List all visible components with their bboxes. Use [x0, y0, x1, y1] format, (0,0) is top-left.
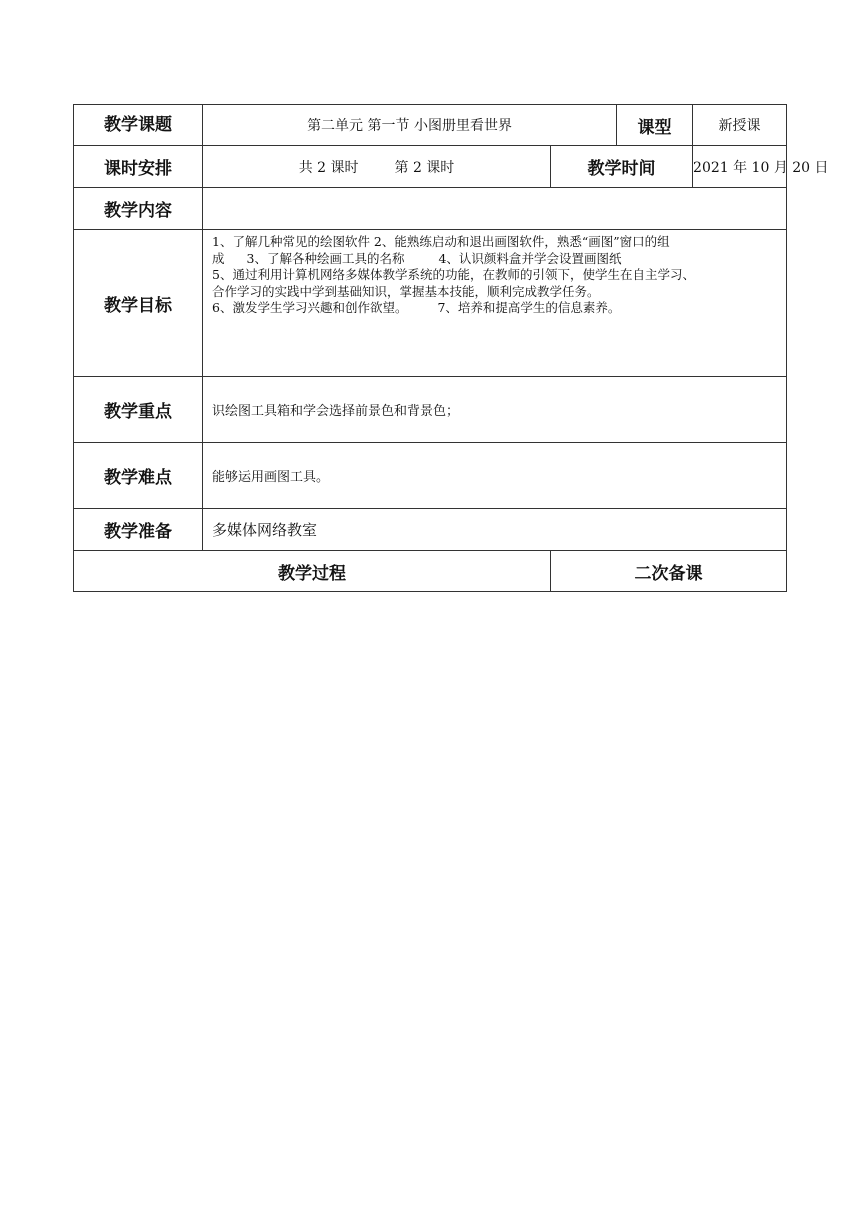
content-value [203, 188, 787, 230]
goal-line: 6、激发学生学习兴趣和创作欲望。 7、培养和提高学生的信息素养。 [212, 300, 621, 315]
schedule-label: 课时安排 [74, 146, 203, 188]
topic-label: 教学课题 [74, 105, 203, 146]
goals-label: 教学目标 [74, 230, 203, 377]
key-points-label: 教学重点 [74, 377, 203, 443]
process-label: 教学过程 [74, 551, 551, 592]
preparation-value: 多媒体网络教室 [203, 509, 787, 551]
row-difficulties [74, 443, 787, 509]
row-preparation [74, 509, 787, 551]
difficulties-label: 教学难点 [74, 443, 203, 509]
lesson-plan-table [73, 104, 829, 592]
goal-line: 成 3、了解各种绘画工具的名称 4、认识颜料盒并学会设置画图纸 [212, 250, 622, 266]
difficulties-value: 能够运用画图工具。 [203, 443, 787, 509]
type-label: 课型 [617, 105, 693, 146]
content-label: 教学内容 [74, 188, 203, 230]
goals-value [203, 230, 787, 377]
goal-line: 合作学习的实践中学到基础知识，掌握基本技能，顺利完成教学任务。 [212, 283, 600, 299]
row-key-points [74, 377, 787, 443]
topic-value: 第二单元 第一节 小图册里看世界 [203, 105, 617, 146]
type-value: 新授课 [693, 105, 787, 146]
key-points-value: 识绘图工具箱和学会选择前景色和背景色； [203, 377, 787, 443]
goal-line: 5、通过利用计算机网络多媒体教学系统的功能，在教师的引领下，使学生在自主学习、 [212, 267, 695, 282]
goal-line: 1、了解几种常见的绘图软件 2、能熟练启动和退出画图软件，熟悉“画图”窗口的组 [212, 234, 670, 249]
row-goals [74, 230, 787, 377]
row-topic [74, 105, 787, 146]
second-prep-label: 二次备课 [551, 551, 787, 592]
row-schedule [74, 146, 787, 188]
schedule-current: 第 2 课时 [394, 159, 455, 176]
schedule-total: 共 2 课时 [298, 159, 359, 176]
row-content [74, 188, 787, 230]
time-label: 教学时间 [551, 146, 693, 188]
preparation-label: 教学准备 [74, 509, 203, 551]
schedule-value [203, 146, 551, 188]
row-process-header [74, 551, 787, 592]
time-value: 2021 年 10 月 20 日 [693, 146, 787, 188]
